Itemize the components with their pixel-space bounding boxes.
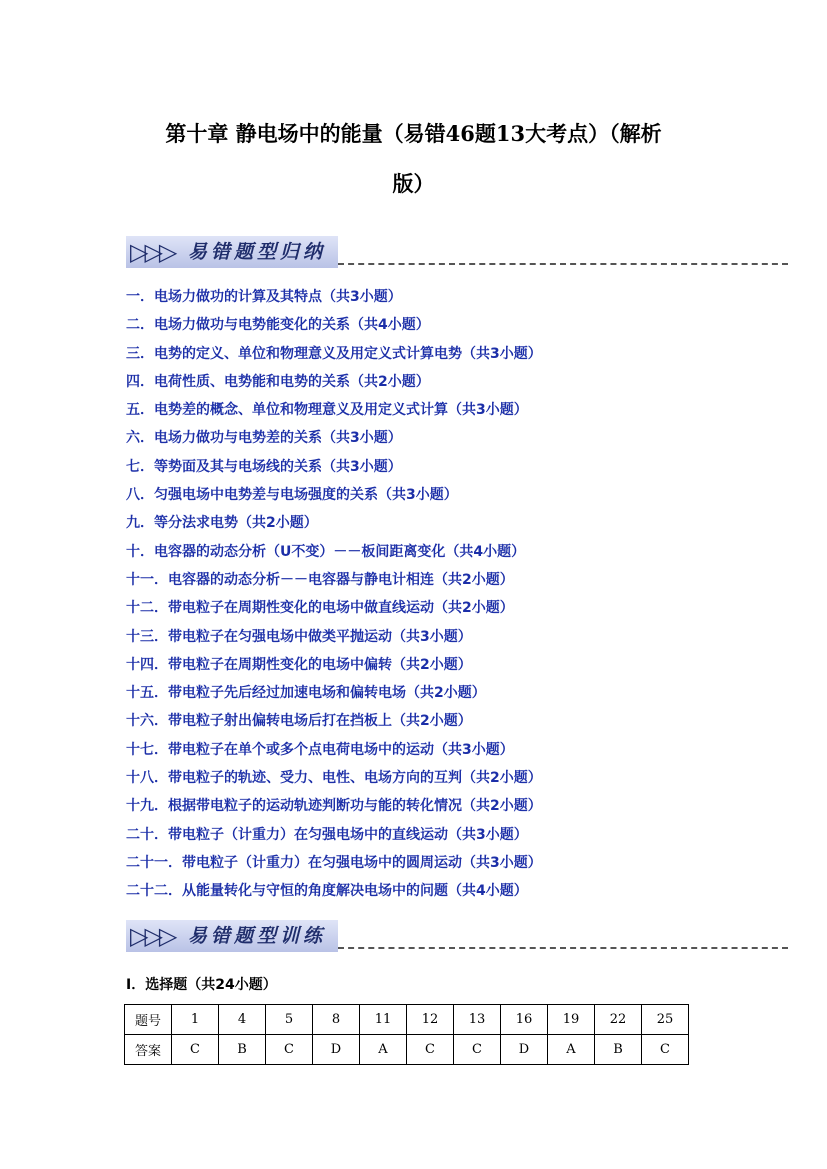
dashed-divider — [338, 263, 788, 265]
topic-item[interactable]: 六．电场力做功与电势差的关系（共3小题） — [126, 430, 402, 447]
table-row — [125, 1005, 689, 1035]
section-banner-summary — [126, 236, 788, 270]
answer-cell: C — [407, 1035, 454, 1065]
question-number: 5 — [266, 1005, 313, 1035]
topic-item[interactable]: 二十．带电粒子（计重力）在匀强电场中的直线运动（共3小题） — [126, 826, 528, 843]
section-banner-practice — [126, 920, 788, 954]
page-title-line-1: 第十章 静电场中的能量（易错46题13大考点）（解析 — [165, 121, 662, 146]
topic-item[interactable]: 十七．带电粒子在单个或多个点电荷电场中的运动（共3小题） — [126, 741, 514, 758]
answer-cell: B — [595, 1035, 642, 1065]
page-title-line-2: 版） — [392, 171, 435, 196]
answer-cell: B — [219, 1035, 266, 1065]
topic-item[interactable]: 十五．带电粒子先后经过加速电场和偏转电场（共2小题） — [126, 685, 486, 702]
table-row — [125, 1035, 689, 1065]
topic-item[interactable]: 十二．带电粒子在周期性变化的电场中做直线运动（共2小题） — [126, 600, 514, 617]
topic-item[interactable]: 二十一．带电粒子（计重力）在匀强电场中的圆周运动（共3小题） — [126, 854, 542, 871]
answer-cell: D — [501, 1035, 548, 1065]
banner-background — [126, 920, 338, 952]
section-title-choice: Ⅰ．选择题（共24小题） — [126, 977, 277, 993]
topic-item[interactable]: 十八．带电粒子的轨迹、受力、电性、电场方向的互判（共2小题） — [126, 770, 542, 787]
dashed-divider — [338, 947, 788, 949]
question-number: 16 — [501, 1005, 548, 1035]
answer-cell: C — [266, 1035, 313, 1065]
banner-label: 易错题型归纳 — [188, 241, 327, 263]
question-number: 22 — [595, 1005, 642, 1035]
topic-item[interactable]: 十一．电容器的动态分析－－电容器与静电计相连（共2小题） — [126, 571, 514, 588]
topic-item[interactable]: 十四．带电粒子在周期性变化的电场中偏转（共2小题） — [126, 656, 472, 673]
topic-list — [126, 287, 542, 910]
topic-item[interactable]: 十六．带电粒子射出偏转电场后打在挡板上（共2小题） — [126, 713, 472, 730]
answer-cell: A — [360, 1035, 407, 1065]
topic-item[interactable]: 九．等分法求电势（共2小题） — [126, 515, 318, 532]
question-number: 19 — [548, 1005, 595, 1035]
question-number: 4 — [219, 1005, 266, 1035]
topic-item[interactable]: 二．电场力做功与电势能变化的关系（共4小题） — [126, 317, 430, 334]
question-number: 1 — [172, 1005, 219, 1035]
triple-arrow-icon: ▷▷▷ — [130, 922, 174, 950]
answer-table — [124, 1004, 689, 1065]
topic-item[interactable]: 十九．根据带电粒子的运动轨迹判断功与能的转化情况（共2小题） — [126, 798, 542, 815]
topic-item[interactable]: 三．电势的定义、单位和物理意义及用定义式计算电势（共3小题） — [126, 345, 542, 362]
answer-cell: C — [172, 1035, 219, 1065]
answer-cell: A — [548, 1035, 595, 1065]
topic-item[interactable]: 二十二．从能量转化与守恒的角度解决电场中的问题（共4小题） — [126, 883, 528, 900]
row-label: 题号 — [125, 1005, 172, 1035]
question-number: 25 — [642, 1005, 689, 1035]
question-number: 11 — [360, 1005, 407, 1035]
answer-cell: D — [313, 1035, 360, 1065]
topic-item[interactable]: 七．等势面及其与电场线的关系（共3小题） — [126, 458, 402, 475]
topic-item[interactable]: 十．电容器的动态分析（U不变）－－板间距离变化（共4小题） — [126, 543, 526, 560]
topic-item[interactable]: 四．电荷性质、电势能和电势的关系（共2小题） — [126, 373, 430, 390]
row-label: 答案 — [125, 1035, 172, 1065]
topic-item[interactable]: 八．匀强电场中电势差与电场强度的关系（共3小题） — [126, 487, 458, 504]
question-number: 12 — [407, 1005, 454, 1035]
question-number: 13 — [454, 1005, 501, 1035]
answer-cell: C — [642, 1035, 689, 1065]
topic-item[interactable]: 十三．带电粒子在匀强电场中做类平抛运动（共3小题） — [126, 628, 472, 645]
banner-background — [126, 236, 338, 268]
answer-cell: C — [454, 1035, 501, 1065]
banner-label: 易错题型训练 — [188, 925, 327, 947]
topic-item[interactable]: 五．电势差的概念、单位和物理意义及用定义式计算（共3小题） — [126, 402, 528, 419]
topic-item[interactable]: 一．电场力做功的计算及其特点（共3小题） — [126, 289, 402, 305]
triple-arrow-icon: ▷▷▷ — [130, 238, 174, 266]
question-number: 8 — [313, 1005, 360, 1035]
